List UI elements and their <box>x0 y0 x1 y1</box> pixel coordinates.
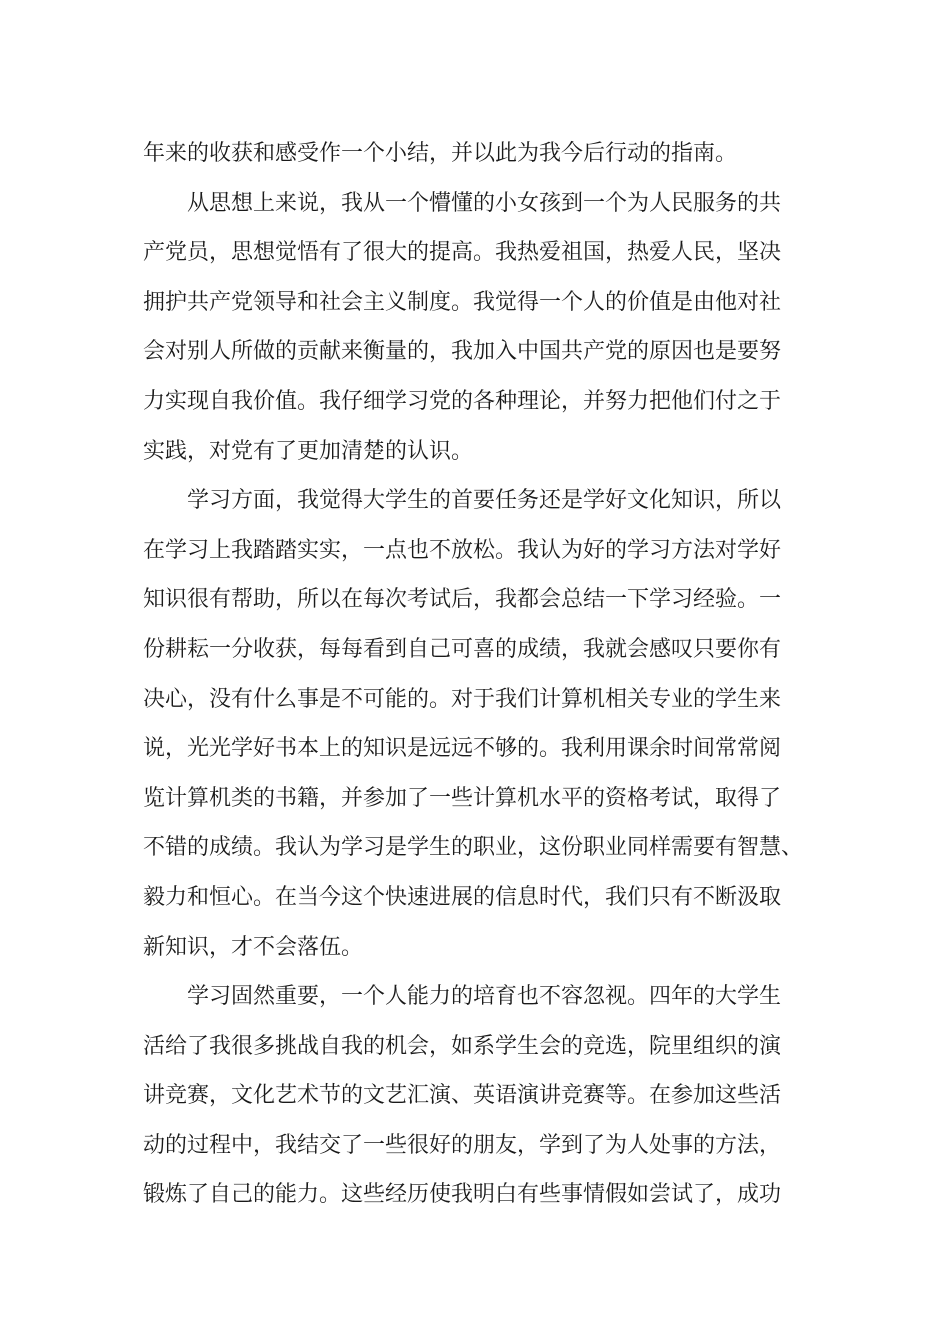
text-line: 力实现自我价值。我仔细学习党的各种理论，并努力把他们付之于 <box>143 388 782 414</box>
text-line: 活给了我很多挑战自我的机会，如系学生会的竞选，院里组织的演 <box>143 1033 782 1059</box>
text-line: 讲竞赛，文化艺术节的文艺汇演、英语演讲竞赛等。在参加这些活 <box>143 1083 782 1109</box>
text-line: 锻炼了自己的能力。这些经历使我明白有些事情假如尝试了，成功 <box>143 1182 782 1208</box>
text-line: 说，光光学好书本上的知识是远远不够的。我利用课余时间常常阅 <box>143 736 782 762</box>
paragraph-first-line: 从思想上来说，我从一个懵懂的小女孩到一个为人民服务的共 <box>187 190 782 216</box>
text-line: 份耕耘一分收获，每每看到自己可喜的成绩，我就会感叹只要你有 <box>143 636 782 662</box>
text-line: 产党员，思想觉悟有了很大的提高。我热爱祖国，热爱人民，坚决 <box>143 240 782 266</box>
text-line: 决心，没有什么事是不可能的。对于我们计算机相关专业的学生来 <box>143 686 782 712</box>
text-line: 不错的成绩。我认为学习是学生的职业，这份职业同样需要有智慧、 <box>143 835 804 861</box>
document-body <box>143 129 807 1220</box>
text-line: 在学习上我踏踏实实，一点也不放松。我认为好的学习方法对学好 <box>143 537 782 563</box>
text-line: 毅力和恒心。在当今这个快速进展的信息时代，我们只有不断汲取 <box>143 884 782 910</box>
text-line: 年来的收获和感受作一个小结，并以此为我今后行动的指南。 <box>143 141 738 166</box>
text-line: 知识很有帮助，所以在每次考试后，我都会总结一下学习经验。一 <box>143 587 782 613</box>
paragraph-first-line: 学习方面，我觉得大学生的首要任务还是学好文化知识，所以 <box>187 488 782 514</box>
text-line: 览计算机类的书籍，并参加了一些计算机水平的资格考试，取得了 <box>143 785 782 811</box>
text-line: 拥护共产党领导和社会主义制度。我觉得一个人的价值是由他对社 <box>143 289 782 315</box>
text-line: 会对别人所做的贡献来衡量的，我加入中国共产党的原因也是要努 <box>143 339 782 365</box>
text-line: 新知识，才不会落伍。 <box>143 934 364 960</box>
text-line: 动的过程中，我结交了一些很好的朋友，学到了为人处事的方法， <box>143 1132 782 1158</box>
text-line: 实践，对党有了更加清楚的认识。 <box>143 438 474 464</box>
paragraph-first-line: 学习固然重要，一个人能力的培育也不容忽视。四年的大学生 <box>187 984 782 1010</box>
